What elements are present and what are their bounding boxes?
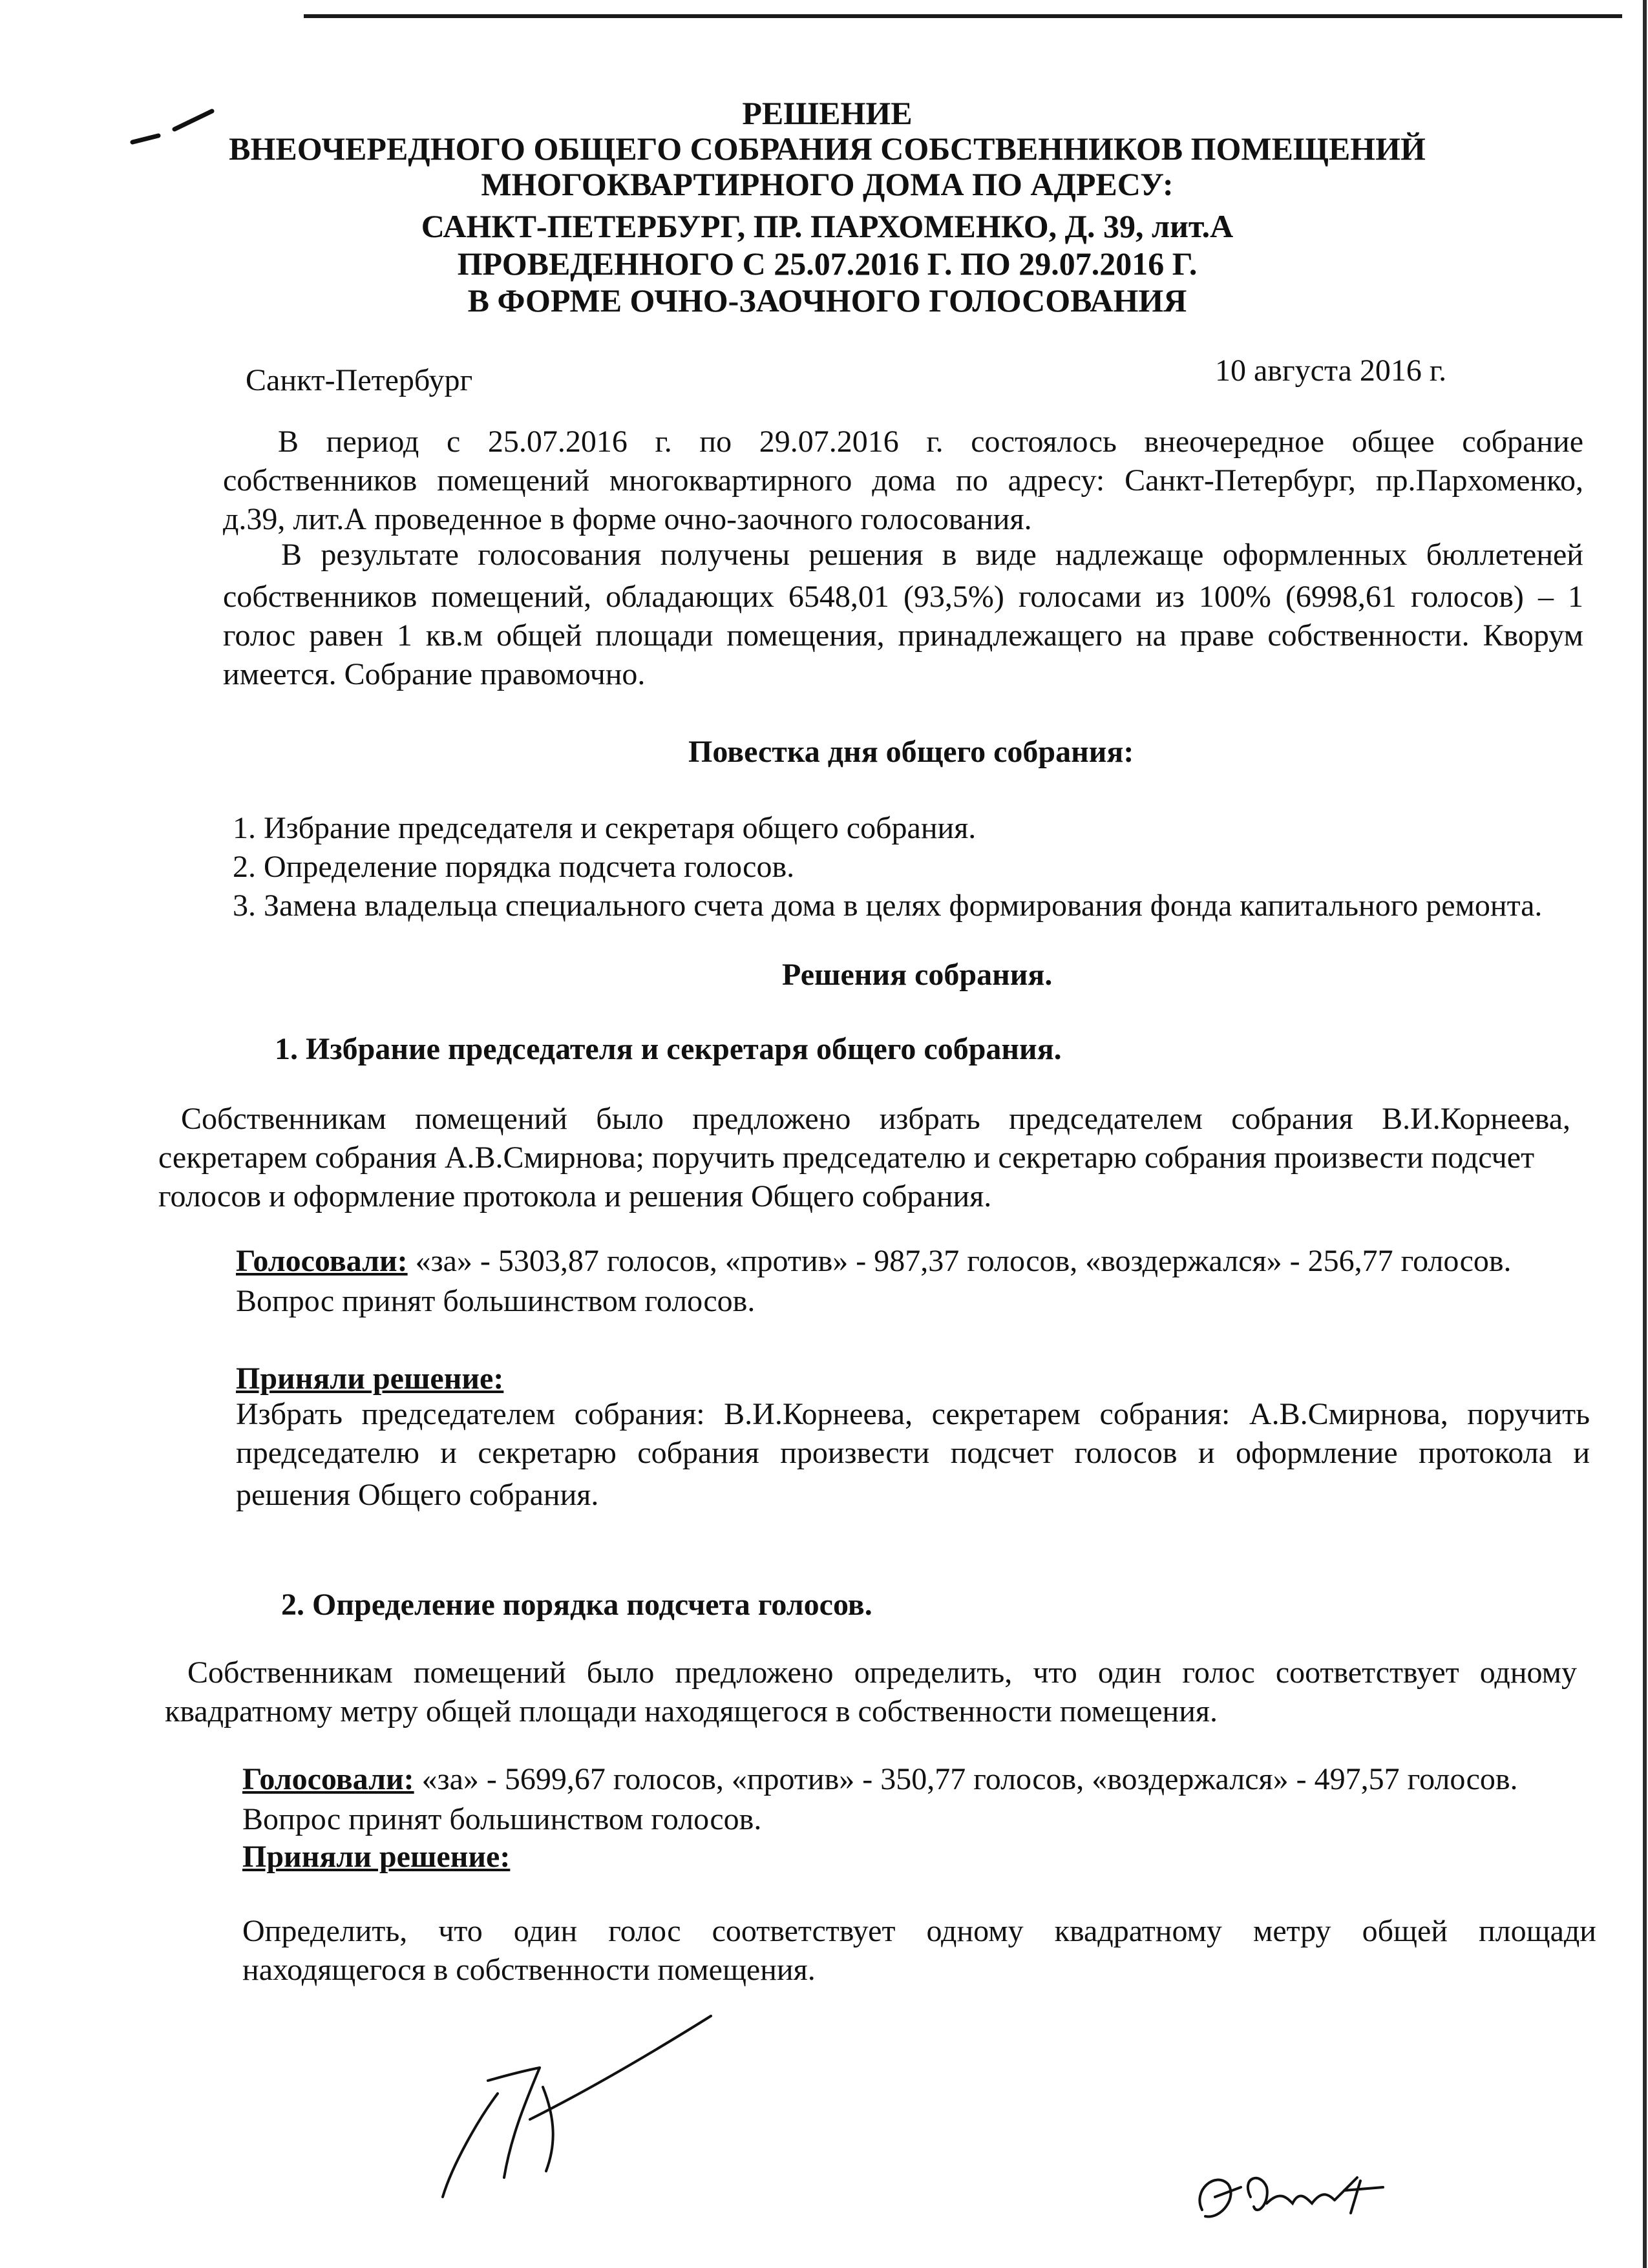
intro-line: собственников помещений многоквартирного дома по адресу: Санкт-Петербург, пр.Пархоменко, [223, 463, 1583, 498]
voted-counts: «за» - 5303,87 голосов, «против» - 987,37 голосов, «воздержался» - 256,77 голосов. [407, 1244, 1512, 1278]
agenda-item: 3. Замена владельца специального счета дома в целях формирования фонда капитального ремонта. [233, 888, 1543, 923]
section2-proposal-line: Собственникам помещений было предложено определить, что один голос соответствует одному [187, 1655, 1577, 1690]
section2-voted [242, 1764, 1518, 1795]
voted-label: Голосовали: [236, 1244, 408, 1278]
intro-line: В результате голосования получены решения в виде надлежаще оформленных бюллетеней [281, 538, 1583, 572]
intro-line: д.39, лит.А проведенное в форме очно-заочного голосования. [223, 502, 1032, 536]
page-edge-shadow [1643, 0, 1647, 2268]
voted-label: Голосовали: [242, 1762, 414, 1796]
signature-secretary [1189, 2152, 1409, 2242]
intro-line: имеется. Собрание правомочно. [223, 657, 646, 691]
voted-counts: «за» - 5699,67 голосов, «против» - 350,77 голосов, «воздержался» - 497,57 голосов. [414, 1762, 1518, 1796]
decisions-title: Решения собрания. [782, 958, 1053, 992]
section2-title: 2. Определение порядка подсчета голосов. [281, 1588, 872, 1622]
date: 10 августа 2016 г. [1215, 353, 1447, 388]
section2-accepted: Вопрос принят большинством голосов. [242, 1802, 762, 1836]
top-border-line [304, 14, 1622, 18]
section1-accepted: Вопрос принят большинством голосов. [236, 1284, 755, 1318]
section1-title: 1. Избрание председателя и секретаря общего собрания. [275, 1032, 1062, 1066]
section2-decision-label: Приняли решение: [242, 1840, 511, 1874]
doc-heading-line: ВНЕОЧЕРЕДНОГО ОБЩЕГО СОБРАНИЯ СОБСТВЕННИКОВ ПОМЕЩЕНИЙ [229, 131, 1426, 167]
section1-decision-line: председателю и секретарю собрания произвести подсчет голосов и оформление протокола и [236, 1436, 1590, 1470]
intro-line: В период с 25.07.2016 г. по 29.07.2016 г. состоялось внеочередное общее собрание [278, 425, 1583, 459]
agenda-title: Повестка дня общего собрания: [688, 735, 1134, 769]
section1-proposal-line: голосов и оформление протокола и решения Общего собрания. [158, 1179, 992, 1213]
section1-proposal-line: секретарем собрания А.В.Смирнова; поручить председателю и секретарю собрания произвести подсчет [158, 1140, 1535, 1175]
doc-title: РЕШЕНИЕ [742, 95, 913, 131]
agenda-item: 1. Избрание председателя и секретаря общего собрания. [233, 811, 977, 845]
doc-heading-line: МНОГОКВАРТИРНОГО ДОМА ПО АДРЕСУ: [481, 166, 1174, 202]
section2-decision-line: Определить, что один голос соответствует одному квадратному метру общей площади [242, 1914, 1596, 1948]
section1-voted [236, 1246, 1512, 1277]
doc-heading-line: САНКТ-ПЕТЕРБУРГ, ПР. ПАРХОМЕНКО, Д. 39, лит.А [421, 208, 1234, 244]
doc-heading-line: ПРОВЕДЕННОГО С 25.07.2016 Г. ПО 29.07.2016 Г. [457, 246, 1198, 282]
intro-line: собственников помещений, обладающих 6548,01 (93,5%) голосами из 100% (6998,61 голосов) – 1 [223, 580, 1583, 614]
place: Санкт-Петербург [246, 363, 473, 397]
section2-proposal-line: квадратному метру общей площади находящегося в собственности помещения. [165, 1694, 1218, 1728]
section1-proposal-line: Собственникам помещений было предложено избрать председателем собрания В.И.Корнеева, [181, 1102, 1570, 1136]
intro-line: голос равен 1 кв.м общей площади помещения, принадлежащего на праве собственности. Кворум [223, 618, 1583, 653]
section2-decision-line: находящегося в собственности помещения. [242, 1953, 816, 1987]
agenda-item: 2. Определение порядка подсчета голосов. [233, 850, 795, 884]
doc-heading-line: В ФОРМЕ ОЧНО-ЗАОЧНОГО ГОЛОСОВАНИЯ [467, 282, 1187, 319]
section1-decision-label: Приняли решение: [236, 1361, 504, 1396]
section1-decision-line: решения Общего собрания. [236, 1478, 599, 1512]
section1-decision-line: Избрать председателем собрания: В.И.Корнеева, секретарем собрания: А.В.Смирнова, поручить [236, 1397, 1590, 1431]
signature-chairman [427, 2010, 737, 2216]
